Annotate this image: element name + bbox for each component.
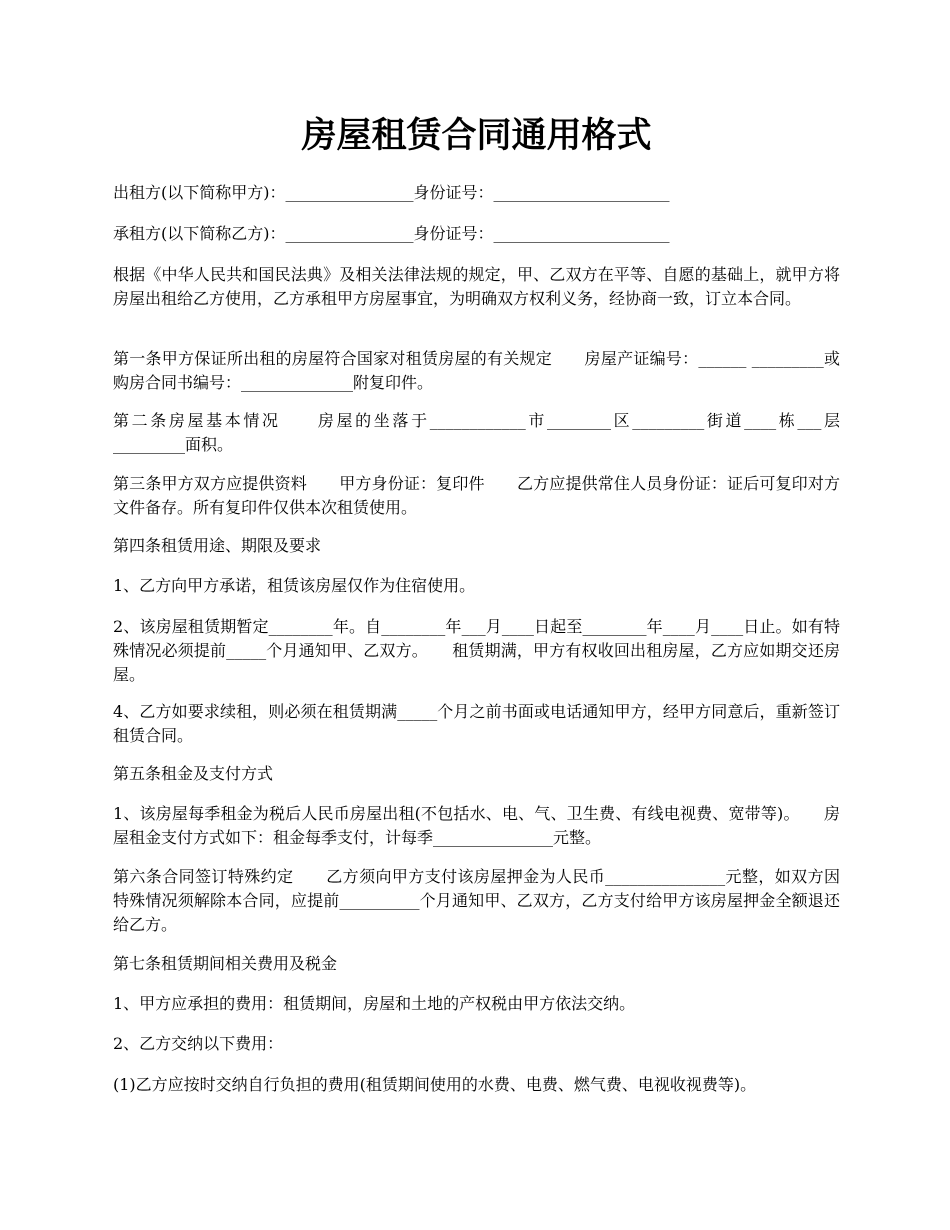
clause-article-7-heading: 第七条租赁期间相关费用及税金 <box>113 954 338 973</box>
clause-article-5-item-1: 1、该房屋每季租金为税后人民币房屋出租(不包括水、电、气、卫生费、有线电视费、宽带等)。 房屋租金支付方式如下：租金每季支付，计每季_______________元整。 <box>113 804 840 847</box>
clause-article-7-item-2-1: (1)乙方应按时交纳自行负担的费用(租赁期间使用的水费、电费、燃气费、电视收视费等)。 <box>113 1075 757 1094</box>
document-title: 房屋租赁合同通用格式 <box>301 115 652 156</box>
clause-article-5-heading: 第五条租金及支付方式 <box>113 764 274 783</box>
clause-article-2: 第二条房屋基本情况 房屋的坐落于____________市________区_________街道____栋___层_________面积。 <box>113 411 840 454</box>
clause-article-6: 第六条合同签订特殊约定 乙方须向甲方支付该房屋押金为人民币_______________元整，如双方因特殊情况须解除本合同，应提前__________个月通知甲、乙双方，乙方支付给甲方该房屋押金全额退还给乙方。 <box>113 867 840 934</box>
clause-article-1: 第一条甲方保证所出租的房屋符合国家对租赁房屋的有关规定 房屋产证编号：______ _________或购房合同书编号：______________附复印件。 <box>113 349 840 392</box>
clause-article-4-item-2: 2、该房屋租赁期暂定________年。自________年___月____日起至________年____月____日止。如有特殊情况必须提前_____个月通知甲、乙双方。 租赁期满，甲方有权收回出租房屋，乙方应如期交还房屋。 <box>113 617 840 684</box>
clause-article-7-item-2: 2、乙方交纳以下费用： <box>113 1034 284 1053</box>
clause-lessee-info: 承租方(以下简称乙方)：________________身份证号：______________________ <box>113 224 670 243</box>
clause-article-4-item-1: 1、乙方向甲方承诺，租赁该房屋仅作为住宿使用。 <box>113 576 476 595</box>
clause-lessor-info: 出租方(以下简称甲方)：________________身份证号：______________________ <box>113 183 670 202</box>
clause-article-4-heading: 第四条租赁用途、期限及要求 <box>113 536 322 555</box>
clause-article-7-item-1: 1、甲方应承担的费用：租赁期间，房屋和土地的产权税由甲方依法交纳。 <box>113 994 636 1013</box>
clause-preamble: 根据《中华人民共和国民法典》及相关法律法规的规定，甲、乙双方在平等、自愿的基础上，就甲方将房屋出租给乙方使用，乙方承租甲方房屋事宜，为明确双方权利义务，经协商一致，订立本合同。 <box>113 265 840 308</box>
clause-article-4-item-4: 4、乙方如要求续租，则必须在租赁期满_____个月之前书面或电话通知甲方，经甲方同意后，重新签订租赁合同。 <box>113 702 840 745</box>
clause-article-3: 第三条甲方双方应提供资料 甲方身份证：复印件 乙方应提供常住人员身份证：证后可复印对方文件备存。所有复印件仅供本次租赁使用。 <box>113 474 840 517</box>
